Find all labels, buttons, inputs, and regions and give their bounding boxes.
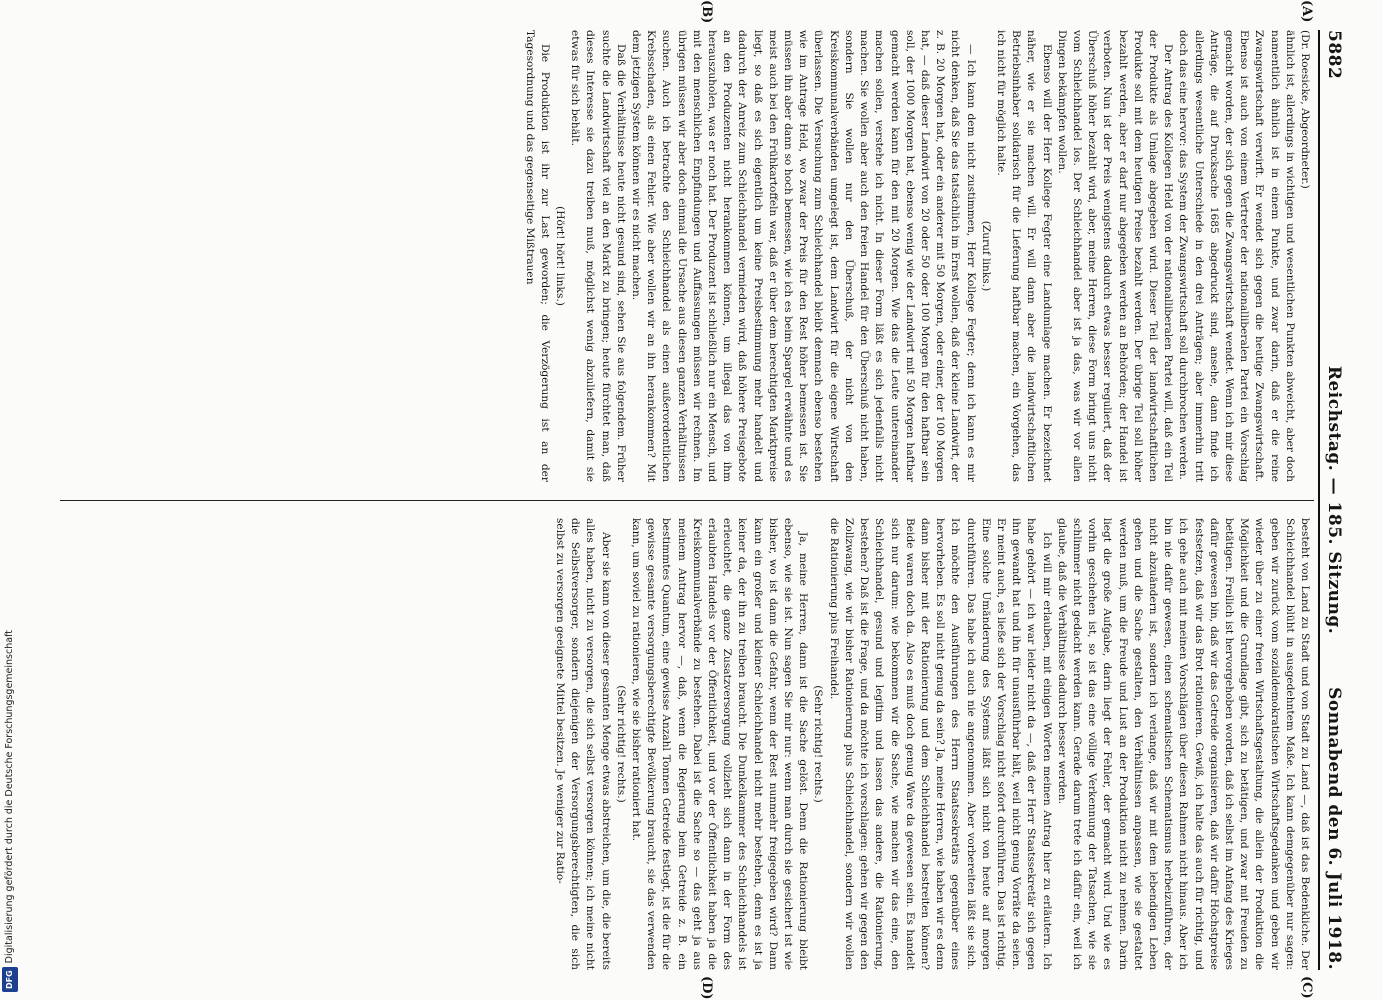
right-paragraph-2: Ich will mir erlauben, mit einigen Worten meinen Antrag hier zu erläutern. Ich habe gehört — ich war leider nicht da —, daß der Herr Staatssekretär sich gegen ihn gewandt hat und ihn für unausführbar hält, weil nicht genug Vorräte da seien. Er meint auch, es ließe sich der Vorschlag nicht sofort durchführen. Das ist richtig. Eine solche Umänderung des Systems läßt sich nicht von heute auf morgen durchführen. Das habe ich auch nie angenommen. Aber vorbereiten läßt sie sich. Ich möchte den Ausführungen des Herrn Staatssekretärs gegenüber eines hervorheben. Es soll nicht genug da sein? Ja, meine Herren, wie haben wir es denn dann bisher mit der Rationierung und dem Schleichhandel bestreiten können? Beide waren doch da. Also es muß doch genug Ware da gewesen sein. Es handelt sich nur darum: wie bekommen wir die Sache, wie machen wir das eine, den Schleichhandel, gesund und legitim und lassen das andere, die Rationierung, bestehen? Daß ist die Frage, und da möchte ich vorschlagen: gehen wir gegen den Zollzwang, wie wir bisher Rationierung plus Schleichhandel, sondern wir wollen die Rationierung plus Freihandel. xyxy=(827,518,1053,970)
right-paragraph-1: besteht von Land zu Stadt und von Stadt zu Land —, daß ist das Bedenkliche. Der Schleichhandel blüht in ausgedehntem Maße. Ich kann demgegenüber nur sagen: geben wir zurück vom sozialdemokratischen Wirtschaftsgedanken und geben wir wieder über zu einer freien Wirtschaftsgestaltung, die allein der Produktion die Möglichkeit und die Grundlage gibt, sich zu betätigen, und zwar mit Freuden zu betätigen. Freilich ist hervorgehoben worden, daß ich selbst im Anfang des Krieges dafür gewesen bin, daß wir das Getreide organisieren, daß wir dafür Höchstpreise festsetzen, daß wir das Brot rationieren. Gewiß, ich halte das auch für richtig, und ich gehe auch mit meinen Vorschlägen über diesen Rahmen nicht hinaus. Aber ich bin nie dafür gewesen, einen schematischen Schematismus herbeizuführen, der nicht abzuändern ist, sondern ich verlange, daß wir mit dem lebendigen Leben gehen und die Sache gestalten, den Verhältnissen anpassen, wie sie gestaltet werden muß, um die Freude und Lust an der Produktion nicht zu nehmen. Darin liegt die große Aufgabe, darin liegt der Fehler, der gemacht wird. Und wie es vorhin geschehen ist, so ist das eine völlige Verkennung der Tatsachen, wie sie schlimmer nicht gedacht werden kann. Gerade darum trete ich dafür ein, weil ich glaube, daß die Verhältnisse dadurch besser werden. xyxy=(1055,518,1311,970)
page-title: Reichstag. — 185. Sitzung. xyxy=(1324,365,1344,635)
speaker-line: (Dr. Roesicke, Abgeordneter.) xyxy=(1299,30,1311,189)
left-paragraph-6: Die Produktion ist ihr zur Last geworden; die Verzögerung ist an der Tagesordnung und das gegenseitige Mißtrauen xyxy=(523,30,551,482)
margin-mark-c: (C) xyxy=(1299,976,1314,999)
interjection-hoert-hoert: (Hört! hört! links.) xyxy=(554,206,567,306)
margin-mark-a: (A) xyxy=(1299,0,1314,23)
left-paragraph-1: ähnlich ist, allerdings in wichtigen und wesentlichen Punkten abweicht, aber doch namentlich ähnlich ist in einem Punkte, und zwar darin, daß er die reine Zwangswirtschaft verwirft. Er wendet sich gegen die heutige Zwangswirtschaft. Ebenso ist auch von einem Vertreter der nationalliberalen Partei ein Vorschlag gemacht worden, der sich gegen die Zwangswirtschaft wendet. Wenn ich mir diese Anträge, die auf Drucksache 1685 abgedruckt sind, ansehe, dann finde ich allerdings wesentliche Unterschiede in den drei Anträgen; aber immerhin tritt doch das eine hervor: das System der Zwangswirtschaft soll durchbrochen werden. xyxy=(1177,30,1296,482)
left-paragraph-5: Daß die Verhältnisse heute nicht gesund sind, sehen Sie aus folgendem. Früher suchte die Landwirtschaft viel an den Markt zu bringen; heute fürchtet man, daß dieses Interesse sie dazu treiben muß, möglichst wenig abzuliefern, damit sie etwas für sich behält. xyxy=(569,30,627,482)
digitization-credit xyxy=(2,8,18,992)
column-divider xyxy=(60,500,1314,501)
left-paragraph-4: — Ich kann dem nicht zustimmen, Herr Kollege Fegter; denn ich kann es mir nicht denken, daß Sie das tatsächlich im Ernst wollen, daß der kleine Landwirt, der z. B. 20 Morgen hat, oder ein anderer mit 50 Morgen, oder einer, der 100 Morgen hat, — daß dieser Landwirt von 20 oder 50 oder 100 Morgen für den haftbar sein soll, der 1000 Morgen hat, ebenso wenig wie der Landwirt mit 50 Morgen haftbar gemacht werden kann für den mit 20 Morgen. Wie das die Leute untereinander machen sollen, verstehe ich nicht. In dieser Form läßt es sich jedenfalls nicht machen. Sie wollen aber auch den freien Handel für den Überschuß nicht haben, sondern Sie wollen nur den Überschuß, der nicht von den Kreiskommunalverbänden umgelegt ist, dem Landwirt für die eigene Wirtschaft überlassen. Die Versuchung zum Schleichhandel bleibt demnach ebenso bestehen wie im Antrage Held, wo zwar der Preis für den Rest höher bemessen ist. Sie müssen ihn aber dann so hoch bemessen, wie ich es beim Spargel erwähnte und es meist auch bei den Frühkartoffeln war, daß er über dem berechtigten Marktpreise liegt, so daß es sich eigentlich um keine Preisbestimmung mehr handelt und dadurch der Anreiz zum Schleichhandel vermieden wird, daß höhere Preisgebote an den Produzenten nicht herankommen können, um illegal das von ihm herauszuholen, was er noch hat. Der Produzent ist schließlich nur ein Mensch, und mit den menschlichen Empfindungen und Auffassungen müssen wir rechnen. Im übrigen müssen wir aber doch einmal die Ursache aus diesen ganzen Verhältnissen suchen. Auch ich betrachte den Schleichhandel als einen außerordentlichen Krebsschaden, als einen Fehler. Wie aber wollen wir an ihn herankommen? Mit dem jetzigen System können wir es nicht machen. xyxy=(630,30,977,482)
margin-mark-d: (D) xyxy=(699,976,714,1000)
page-date: Sonnabend den 6. Juli 1918. xyxy=(1324,687,1344,970)
interjection-zuruf-links: (Zuruf links.) xyxy=(979,220,992,292)
interjection-sehr-richtig-1: (Sehr richtig! rechts.) xyxy=(812,685,825,803)
left-column xyxy=(62,30,1312,482)
page-header xyxy=(1318,30,1346,970)
right-column xyxy=(62,518,1312,970)
right-paragraph-3: Ja, meine Herren, dann ist die Sache gelöst. Denn die Rationierung bleibt ebenso, wie sie ist. Nun sagen Sie mir nur: wenn man durch sie gesichert ist wie bisher, wo ist dann die Gefahr, wenn der Rest nunmehr freigegeben wird? Dann kann ein großer und kleiner Schleichhandel nicht mehr bestehen, denn es ist ja keiner da, der ihn zu treiben braucht. Die Dunkelkammer des Schleichhandels ist erleuchtet, die ganze Zusatzversorgung vollzieht sich dann in der Form des erlaubten Handels vor der Öffentlichkeit, und vor der Öffentlichkeit haben ja die Kreiskommunalverbände zu bestehen. Dabei ist die Sache so — das geht ja aus meinem Antrag hervor —, daß, wenn die Regierung beim Getreide z. B. ein bestimmtes Quantum, eine gewisse Anzahl Tonnen Getreide festlegt, ist die für die gewisse gesamte versorgungsberechtigte Bevölkerung braucht, sie das verwenden kann, um soviel zu rationieren, wie sie bisher rationiert hat. xyxy=(630,518,810,970)
credit-text: Digitalisierung gefördert durch die Deutsche Forschungsgemeinschaft xyxy=(4,630,15,964)
document-page xyxy=(56,0,1346,1000)
page-number: 5882 xyxy=(1324,30,1344,80)
dfg-logo: DFG xyxy=(2,967,18,992)
left-paragraph-3: Ebenso will der Herr Kollege Fegter eine Landumlage machen. Er bezeichnet näher, wie er sie machen will. Er will dann aber die landwirtschaftlichen Betriebsinhaber solidarisch für die Lieferung haftbar machen, ein Vorgehen, das ich nicht für möglich halte. xyxy=(994,30,1053,482)
right-paragraph-4: Aber sie kann von dieser gesamten Menge etwas abstreichen, um die, die bereits alles haben, nicht zu versorgen, die sich selbst versorgen können; ich meine nicht die Selbstversorger, sondern diejenigen der Versorgungsberechtigten, die sich selbst zu versorgen geeignete Mittel besitzen. Je weniger zur Ratio- xyxy=(554,518,612,970)
margin-mark-b: (B) xyxy=(699,0,714,24)
interjection-sehr-richtig-2: (Sehr richtig! rechts.) xyxy=(614,685,627,803)
left-paragraph-2: Der Antrag des Kollegen Held von der nationalliberalen Partei will, daß ein Teil der Produkte als Umlage abgegeben wird. Dieser Teil der landwirtschaftlichen Produkte soll mit dem heutigen Preise bezahlt werden. Der übrige Teil soll höher bezahlt werden, aber er darf nur abgegeben werden an Behörden; der Handel ist verboten. Nun ist der Preis wenigstens dadurch etwas besser reguliert, daß der Überschuß höher bezahlt wird, aber, meine Herren, diese Form bringt uns nicht vom Schleichhandel los. Der Schleichhandel aber ist ja das, was wir vor allen Dingen bekämpfen wollen. xyxy=(1055,30,1175,482)
